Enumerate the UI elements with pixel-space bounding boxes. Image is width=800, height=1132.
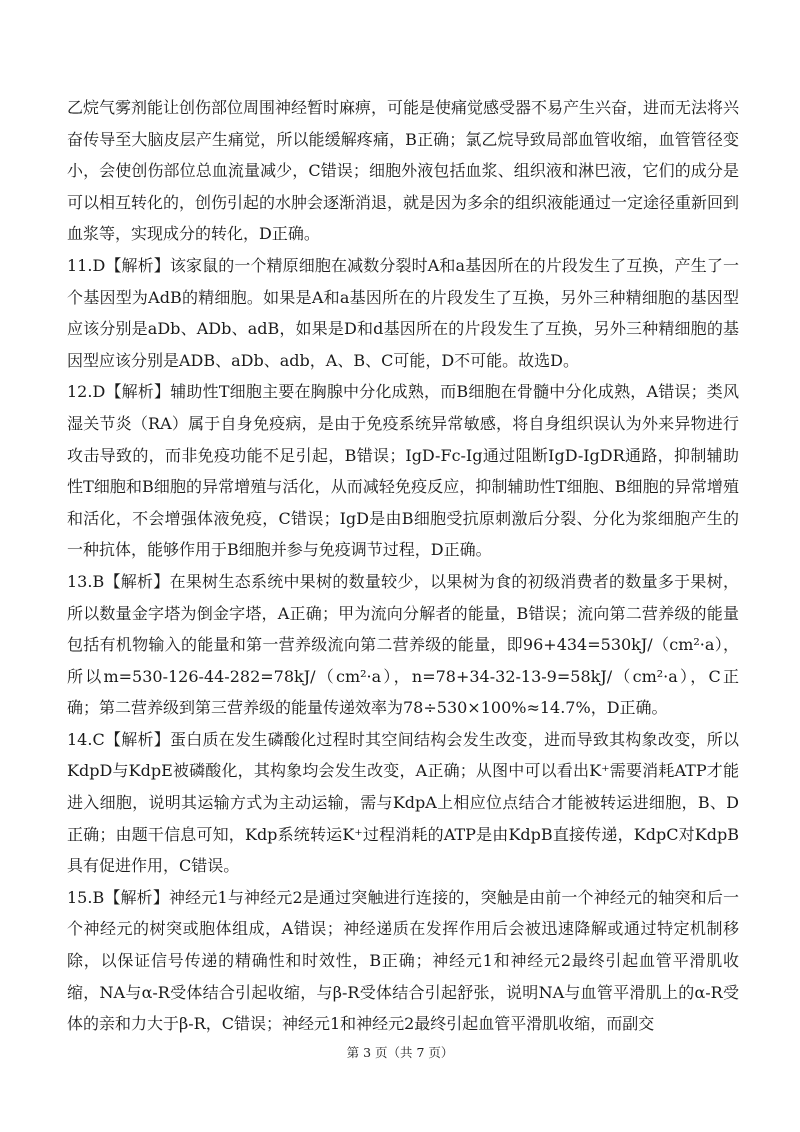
paragraph-answer-11: 11.D【解析】该家鼠的一个精原细胞在减数分裂时A和a基因所在的片段发生了互换，产生了一个基因型为AdB的精细胞。如果是A和a基因所在的片段发生了互换，另外三种精细胞的基因型应该分别是aDb、ADb、adB，如果是D和d基因所在的片段发生了互换，另外三种精细胞的基因型应该分别是ADB、aDb、adb，A、B、C可能，D不可能。故选D。 (67, 255, 739, 370)
paragraph-answer-14: 14.C【解析】蛋白质在发生磷酸化过程时其空间结构会发生改变，进而导致其构象改变，所以KdpD与KdpE被磷酸化，其构象均会发生改变，A正确；从图中可以看出K⁺需要消耗ATP才能进入细胞，说明其运输方式为主动运输，需与KdpA上相应位点结合才能被转运进细胞，B、D正确；由题干信息可知，Kdp系统转运K⁺过程消耗的ATP是由KdpB直接传递，KdpC对KdpB具有促进作用，C错误。 (67, 729, 739, 876)
paragraph-answer-12: 12.D【解析】辅助性T细胞主要在胸腺中分化成熟，而B细胞在骨髓中分化成熟，A错误；类风湿关节炎（RA）属于自身免疫病，是由于免疫系统异常敏感，将自身组织误认为外来异物进行攻击导致的，而非免疫功能不足引起，B错误；IgD-Fc-Ig通过阻断IgD-IgDR通路，抑制辅助性T细胞和B细胞的异常增殖与活化，从而减轻免疫反应，抑制辅助性T细胞、B细胞的异常增殖和活化，不会增强体液免疫，C错误；IgD是由B细胞受抗原刺激后分裂、分化为浆细胞产生的一种抗体，能够作用于B细胞并参与免疫调节过程，D正确。 (67, 382, 739, 560)
paragraph-answer-15: 15.B【解析】神经元1与神经元2是通过突触进行连接的，突触是由前一个神经元的轴突和后一个神经元的树突或胞体组成，A错误；神经递质在发挥作用后会被迅速降解或通过特定机制移除，以保证信号传递的精确性和时效性，B正确；神经元1和神经元2最终引起血管平滑肌收缩，NA与α-R受体结合引起收缩，与β-R受体结合引起舒张，说明NA与血管平滑肌上的α-R受体的亲和力大于β-R，C错误；神经元1和神经元2最终引起血管平滑肌收缩，而副交 (67, 887, 739, 1034)
paragraph-10-continued: 乙烷气雾剂能让创伤部位周围神经暂时麻痹，可能是使痛觉感受器不易产生兴奋，进而无法将兴奋传导至大脑皮层产生痛觉，所以能缓解疼痛，B正确；氯乙烷导致局部血管收缩，血管管径变小，会使创伤部位总血流量减少，C错误；细胞外液包括血浆、组织液和淋巴液，它们的成分是可以相互转化的，创伤引起的水肿会逐渐消退，就是因为多余的组织液能通过一定途径重新回到血浆等，实现成分的转化，D正确。 (67, 98, 740, 244)
answer-text (67, 92, 739, 1040)
paragraph-answer-13: 13.B【解析】在果树生态系统中果树的数量较少，以果树为食的初级消费者的数量多于果树，所以数量金字塔为倒金字塔，A正确；甲为流向分解者的能量，B错误；流向第二营养级的能量包括有机物输入的能量和第一营养级流向第二营养级的能量，即96+434=530kJ/（cm²·a），所以m=530-126-44-282=78kJ/（cm²·a），n=78+34-32-13-9=58kJ/（cm²·a），C正确；第二营养级到第三营养级的能量传递效率为78÷530×100%≈14.7%，D正确。 (67, 571, 739, 718)
page-number-footer: 第 3 页（共 7 页） (346, 1045, 454, 1060)
